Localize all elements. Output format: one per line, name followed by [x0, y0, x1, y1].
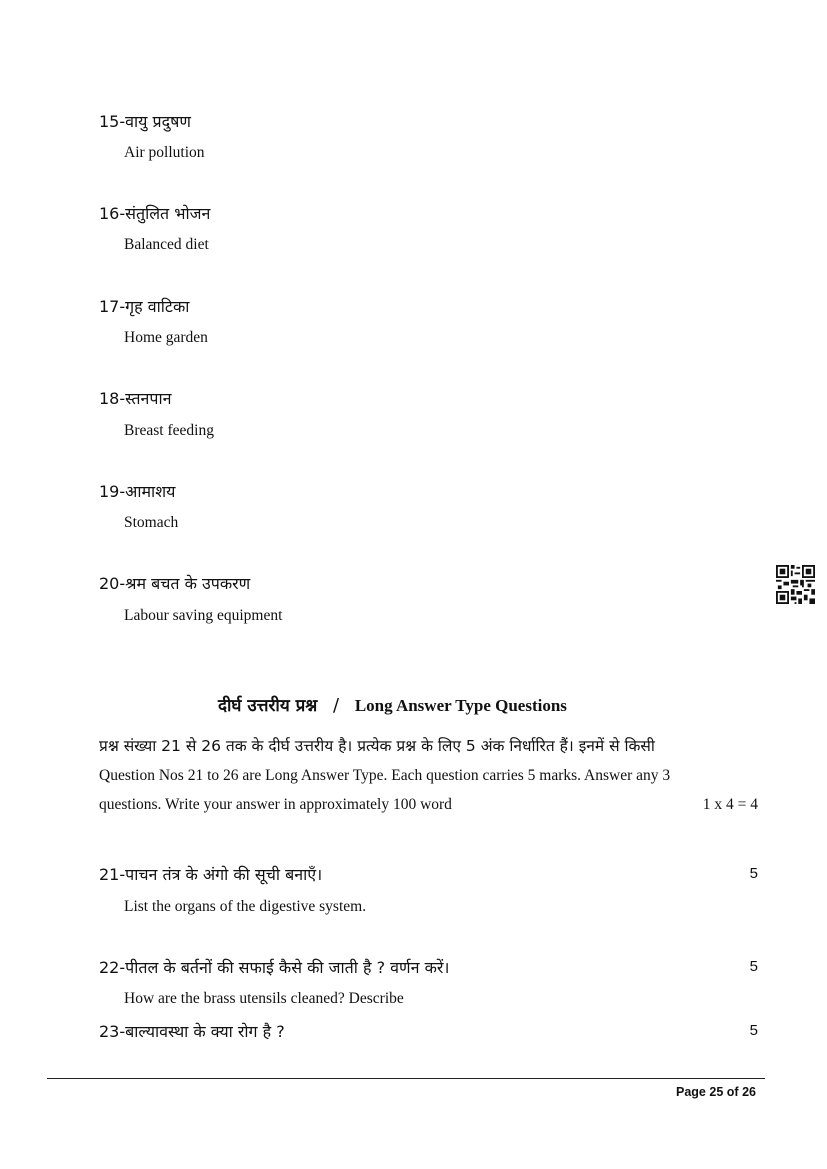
- question-16-hindi: 16-संतुलित भोजन: [99, 204, 211, 223]
- question-22-hindi: 22-पीतल के बर्तनों की सफाई कैसे की जाती है ? वर्णन करें।: [99, 958, 450, 977]
- question-19-hindi: 19-आमाशय: [99, 482, 176, 501]
- page-of: of: [726, 1085, 739, 1099]
- total-marks: 1 x 4 = 4: [702, 796, 758, 813]
- question-19-english: Stomach: [124, 514, 179, 531]
- question-20-english: Labour saving equipment: [124, 607, 283, 624]
- question-16-english: Balanced diet: [124, 236, 209, 253]
- section-heading: [218, 693, 567, 716]
- question-21-marks: 5: [749, 865, 758, 882]
- instruction-hindi: प्रश्न संख्या 21 से 26 तक के दीर्घ उत्तरीय है। प्रत्येक प्रश्न के लिए 5 अंक निर्धारित हैं। इनमें से किसी: [99, 737, 655, 755]
- question-23-hindi: 23-बाल्यावस्था के क्या रोग है ?: [99, 1022, 285, 1041]
- question-21-english: List the organs of the digestive system.: [124, 898, 367, 915]
- section-title-hindi: दीर्घ उत्तरीय प्रश्न: [218, 696, 318, 716]
- total-pages: 26: [742, 1085, 756, 1099]
- question-15-english: Air pollution: [124, 144, 205, 161]
- question-22-english: How are the brass utensils cleaned? Describe: [124, 990, 404, 1007]
- question-22-marks: 5: [749, 958, 758, 975]
- question-17-hindi: 17-गृह वाटिका: [99, 297, 190, 316]
- question-15-hindi: 15-वायु प्रदुषण: [99, 112, 191, 131]
- footer-divider: [47, 1078, 765, 1079]
- title-separator: /: [333, 695, 340, 716]
- current-page: 25: [709, 1085, 724, 1099]
- question-18-hindi: 18-स्तनपान: [99, 389, 172, 408]
- page-number: [676, 1085, 756, 1099]
- question-23-marks: 5: [749, 1022, 758, 1039]
- section-title-english: Long Answer Type Questions: [354, 696, 567, 715]
- page-prefix: Page: [676, 1085, 706, 1099]
- question-18-english: Breast feeding: [124, 422, 214, 439]
- question-17-english: Home garden: [124, 329, 208, 346]
- qr-code-icon: [776, 565, 815, 604]
- question-21-hindi: 21-पाचन तंत्र के अंगो की सूची बनाएँ।: [99, 865, 323, 884]
- instruction-english-line2: questions. Write your answer in approximately 100 word: [99, 796, 452, 813]
- instruction-english-line1: Question Nos 21 to 26 are Long Answer Type. Each question carries 5 marks. Answer any 3: [99, 767, 671, 784]
- question-20-hindi: 20-श्रम बचत के उपकरण: [99, 574, 251, 593]
